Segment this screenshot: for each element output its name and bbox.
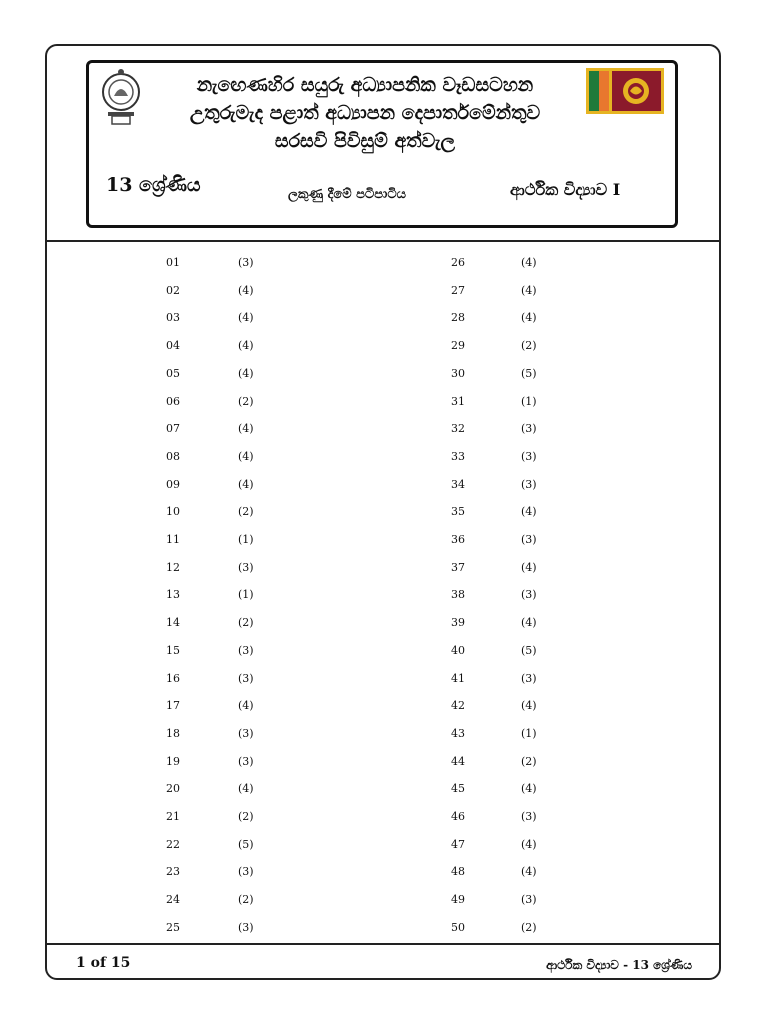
question-number: 07 (166, 422, 180, 436)
question-number: 46 (451, 810, 465, 823)
answer-option: (4) (521, 616, 537, 630)
answer-option: (2) (238, 505, 254, 519)
question-number: 44 (451, 754, 465, 768)
answer-option: (4) (521, 699, 537, 713)
question-number: 27 (451, 283, 465, 297)
subject-label: ආර්ථික විද්‍යාව I (510, 180, 621, 199)
answer-option: (5) (238, 837, 254, 851)
question-number: 36 (451, 533, 465, 546)
footer-subject-grade: ආර්ථික විද්‍යාව - 13 ශ්‍රේණිය (546, 958, 692, 972)
answer-option: (3) (238, 920, 254, 934)
answer-option: (3) (238, 865, 254, 879)
question-number: 41 (451, 671, 465, 685)
question-number: 49 (451, 893, 465, 907)
question-number: 43 (451, 726, 465, 740)
question-number: 39 (451, 616, 465, 630)
marking-scheme-label: ලකුණු දීමේ පටිපාටිය (288, 187, 407, 202)
question-number: 08 (166, 449, 180, 463)
question-number: 32 (451, 422, 465, 436)
answer-option: (3) (521, 449, 537, 463)
answer-option: (1) (521, 726, 537, 740)
question-number: 02 (166, 283, 180, 297)
answer-option: (4) (521, 256, 537, 269)
answer-option: (1) (521, 394, 537, 408)
question-number: 22 (166, 837, 180, 851)
answer-option: (2) (238, 394, 254, 408)
footer-divider (46, 943, 720, 945)
answer-option: (4) (521, 505, 537, 519)
answer-option: (2) (238, 893, 254, 907)
question-number: 25 (166, 920, 180, 934)
question-number: 37 (451, 560, 465, 574)
question-number: 40 (451, 643, 465, 657)
answer-option: (3) (238, 671, 254, 685)
answer-option: (2) (521, 339, 537, 353)
question-number: 13 (166, 588, 180, 602)
question-number: 31 (451, 394, 465, 408)
question-number: 28 (451, 311, 465, 325)
answer-option: (3) (521, 477, 537, 491)
header-title-line-1: නැඟෙණහිර සයුරු අධ්‍යාපනික වෑඩසටහන (196, 74, 534, 96)
question-number: 03 (166, 311, 180, 325)
answer-option: (4) (238, 339, 254, 353)
answer-option: (4) (238, 477, 254, 491)
header-divider (46, 240, 720, 242)
question-number: 15 (166, 643, 180, 657)
header-title-line-3: සරසවි පිවිසුම් අත්වැල (274, 130, 456, 152)
answer-option: (2) (238, 810, 254, 823)
answer-option: (2) (521, 754, 537, 768)
question-number: 09 (166, 477, 180, 491)
question-number: 11 (166, 533, 180, 546)
question-number: 48 (451, 865, 465, 879)
answer-option: (3) (521, 893, 537, 907)
answer-option: (3) (238, 256, 254, 269)
answer-option: (1) (238, 533, 254, 546)
question-number: 16 (166, 671, 180, 685)
answer-option: (4) (238, 366, 254, 380)
question-number: 29 (451, 339, 465, 353)
question-number: 20 (166, 782, 180, 796)
question-number: 14 (166, 616, 180, 630)
question-number: 19 (166, 754, 180, 768)
answer-option: (4) (238, 699, 254, 713)
question-number: 42 (451, 699, 465, 713)
question-number: 21 (166, 810, 180, 823)
grade-label: 13 ශ්‍රේණිය (106, 174, 201, 196)
answer-option: (3) (521, 588, 537, 602)
answer-option: (3) (238, 560, 254, 574)
question-number: 26 (451, 256, 465, 269)
question-number: 50 (451, 920, 465, 934)
question-number: 24 (166, 893, 180, 907)
answer-option: (4) (238, 422, 254, 436)
answer-option: (5) (521, 366, 537, 380)
question-number: 30 (451, 366, 465, 380)
answer-option: (4) (238, 311, 254, 325)
answer-option: (3) (238, 754, 254, 768)
answer-option: (4) (238, 782, 254, 796)
answer-option: (3) (521, 810, 537, 823)
answer-option: (5) (521, 643, 537, 657)
question-number: 17 (166, 699, 180, 713)
answer-option: (4) (521, 865, 537, 879)
answer-option: (4) (521, 560, 537, 574)
answer-option: (3) (521, 533, 537, 546)
answer-option: (3) (521, 671, 537, 685)
question-number: 04 (166, 339, 180, 353)
page-number: 1 of 15 (76, 955, 131, 971)
question-number: 33 (451, 449, 465, 463)
question-number: 38 (451, 588, 465, 602)
question-number: 01 (166, 256, 180, 269)
question-number: 45 (451, 782, 465, 796)
answer-option: (1) (238, 588, 254, 602)
header-title-line-2: උතුරුමැද පළාත් අධ්‍යාපන දෙපාර්තමේන්තුව (189, 102, 541, 124)
question-number: 47 (451, 837, 465, 851)
answer-option: (3) (238, 726, 254, 740)
answer-option: (4) (521, 782, 537, 796)
answer-option: (2) (521, 920, 537, 934)
question-number: 34 (451, 477, 465, 491)
question-number: 10 (166, 505, 180, 519)
question-number: 12 (166, 560, 180, 574)
answer-option: (4) (238, 283, 254, 297)
answer-option: (4) (238, 449, 254, 463)
provincial-flag-icon (586, 68, 664, 114)
question-number: 35 (451, 505, 465, 519)
answer-option: (4) (521, 837, 537, 851)
question-number: 23 (166, 865, 180, 879)
answer-option: (4) (521, 283, 537, 297)
question-number: 05 (166, 366, 180, 380)
question-number: 06 (166, 394, 180, 408)
answer-option: (3) (521, 422, 537, 436)
sri-lanka-emblem-icon (98, 68, 144, 128)
question-number: 18 (166, 726, 180, 740)
answer-option: (3) (238, 643, 254, 657)
answer-option: (2) (238, 616, 254, 630)
answer-option: (4) (521, 311, 537, 325)
